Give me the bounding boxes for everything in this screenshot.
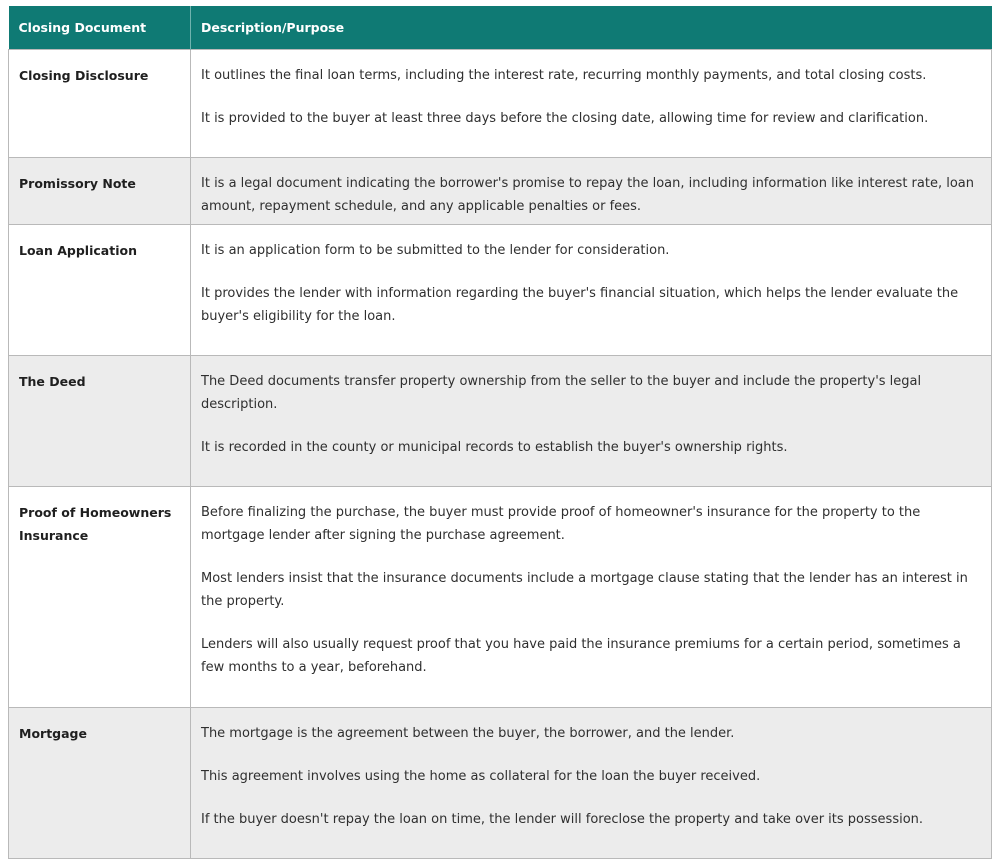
row-document-mortgage: Mortgage xyxy=(9,708,191,859)
description-paragraph: The mortgage is the agreement between the buyer, the borrower, and the lender. xyxy=(201,726,735,741)
description-paragraph: Most lenders insist that the insurance documents include a mortgage clause stating that the lender has an interest in the property. xyxy=(201,571,968,609)
row-document-closing-disclosure: Closing Disclosure xyxy=(9,50,191,158)
table-row xyxy=(9,487,992,708)
row-document-promissory-note: Promissory Note xyxy=(9,158,191,225)
closing-documents-table-wrapper xyxy=(8,6,991,859)
description-paragraph: Before finalizing the purchase, the buyer must provide proof of homeowner's insurance for the property to the mortgage lender after signing the purchase agreement. xyxy=(201,505,921,543)
description-paragraph: This agreement involves using the home as collateral for the loan the buyer received. xyxy=(201,769,761,784)
description-paragraph: It is provided to the buyer at least three days before the closing date, allowing time for review and clarification. xyxy=(201,111,929,126)
table-row xyxy=(9,708,992,859)
row-document-loan-application: Loan Application xyxy=(9,225,191,356)
table-row xyxy=(9,158,992,225)
closing-documents-table xyxy=(8,6,992,859)
description-paragraph: The Deed documents transfer property ownership from the seller to the buyer and include the property's legal description. xyxy=(201,374,922,412)
header-closing-document: Closing Document xyxy=(9,6,191,50)
table-row xyxy=(9,50,992,158)
description-paragraph: It outlines the final loan terms, including the interest rate, recurring monthly payments, and total closing costs. xyxy=(201,68,927,83)
row-description xyxy=(191,158,992,225)
description-paragraph: It is a legal document indicating the borrower's promise to repay the loan, including information like interest rate, loan amount, repayment schedule, and any applicable penalties or fees. xyxy=(201,176,974,214)
row-description xyxy=(191,487,992,708)
table-row xyxy=(9,225,992,356)
row-description xyxy=(191,356,992,487)
row-document-the-deed: The Deed xyxy=(9,356,191,487)
table-header-row xyxy=(9,6,992,50)
description-paragraph: It provides the lender with information regarding the buyer's financial situation, which helps the lender evaluate the buyer's eligibility for the loan. xyxy=(201,286,959,324)
table-row xyxy=(9,356,992,487)
description-paragraph: It is recorded in the county or municipal records to establish the buyer's ownership rights. xyxy=(201,440,788,455)
row-description xyxy=(191,225,992,356)
description-paragraph: If the buyer doesn't repay the loan on time, the lender will foreclose the property and take over its possession. xyxy=(201,812,924,827)
description-paragraph: It is an application form to be submitted to the lender for consideration. xyxy=(201,243,670,258)
header-description-purpose: Description/Purpose xyxy=(191,6,992,50)
row-description xyxy=(191,50,992,158)
row-description xyxy=(191,708,992,859)
description-paragraph: Lenders will also usually request proof that you have paid the insurance premiums for a certain period, sometimes a few months to a year, beforehand. xyxy=(201,637,961,675)
row-document-proof-of-homeowners-insurance: Proof of Homeowners Insurance xyxy=(9,487,191,708)
